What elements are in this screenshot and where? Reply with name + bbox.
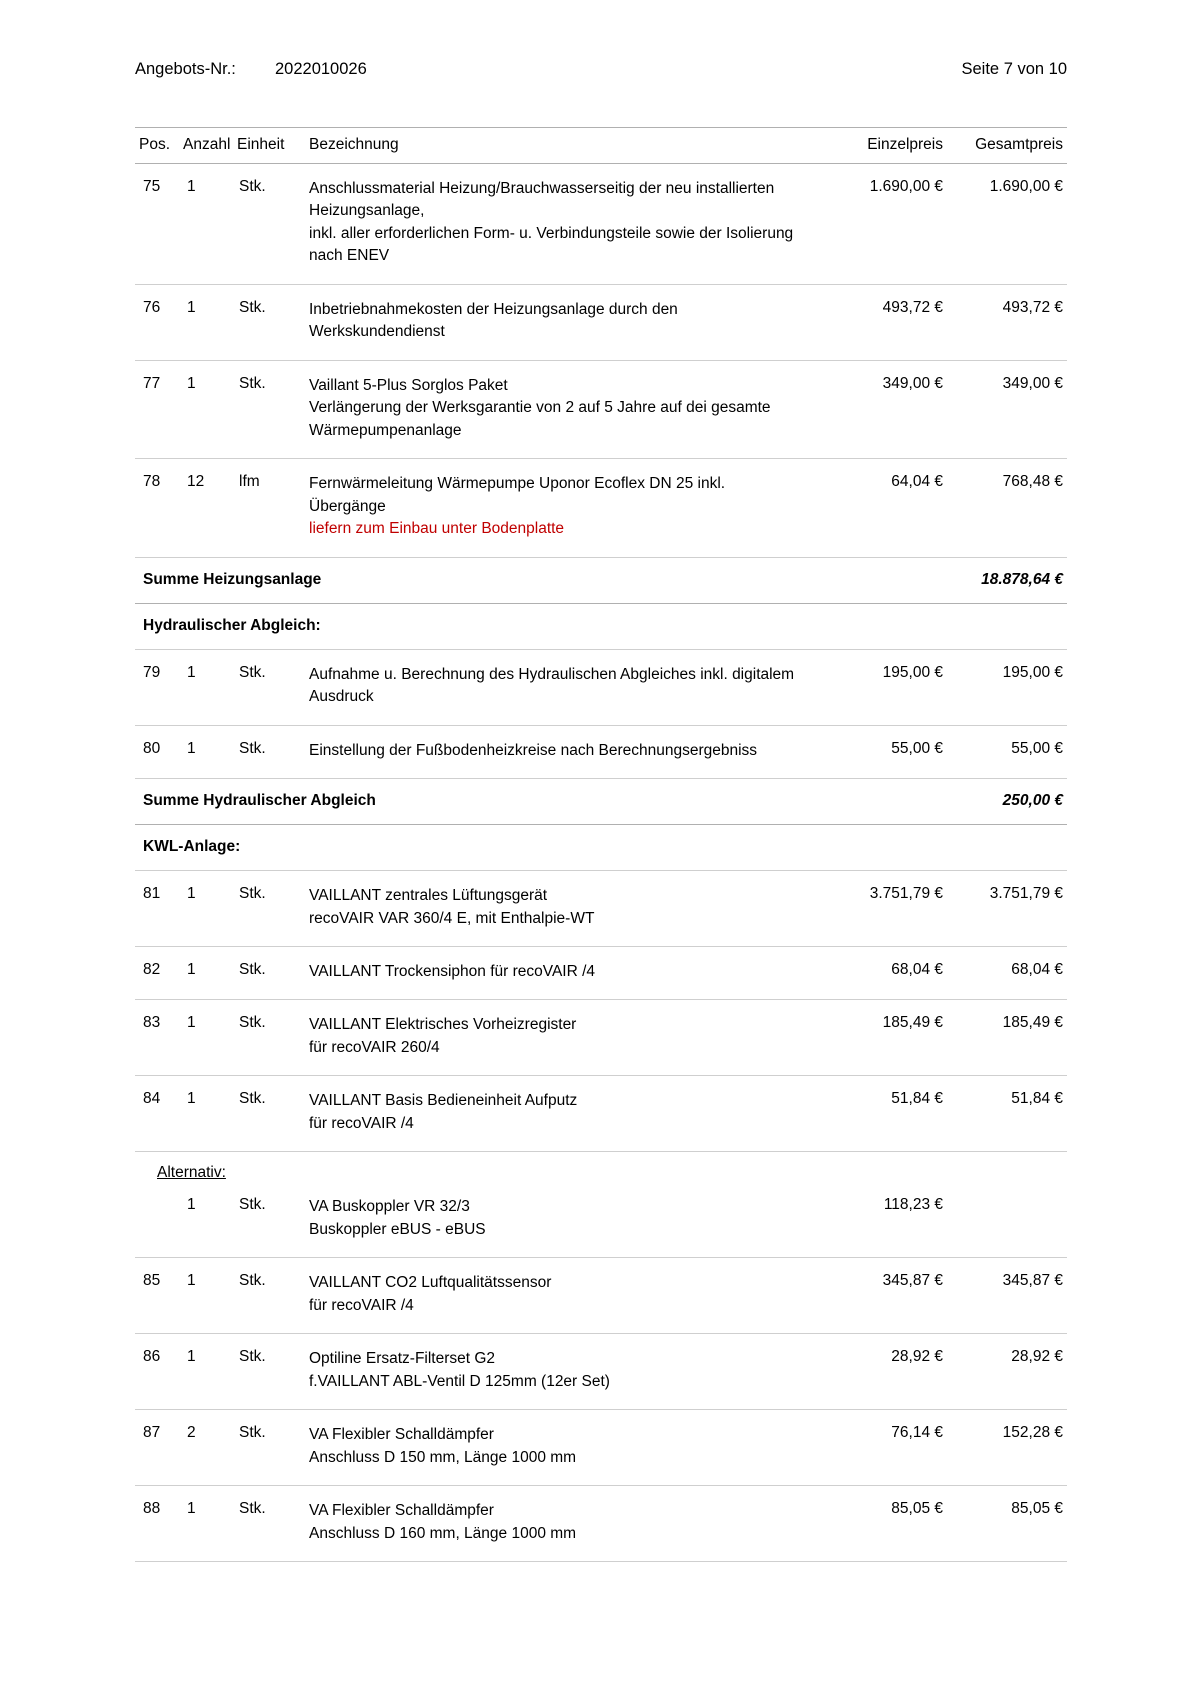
page-header: [135, 60, 1067, 79]
description-line: Ausdruck: [309, 688, 374, 706]
description-line: Wärmepumpenanlage: [309, 421, 462, 439]
summary-value: 18.878,64 €: [831, 557, 1067, 603]
cell-gesamtpreis: 349,00 €: [949, 360, 1067, 458]
cell-anzahl: 1: [183, 1000, 237, 1076]
cell-gesamtpreis: 152,28 €: [949, 1410, 1067, 1486]
cell-einzelpreis: 345,87 €: [831, 1258, 949, 1334]
cell-einzelpreis: 493,72 €: [831, 284, 949, 360]
alternative-label-row: [135, 1152, 1067, 1183]
description-line: Fernwärmeleitung Wärmepumpe Uponor Ecoflex DN 25 inkl.: [309, 475, 726, 493]
cell-einheit: Stk.: [237, 871, 297, 947]
group-heading-label: KWL-Anlage:: [135, 825, 1067, 871]
cell-bezeichnung: [297, 1410, 831, 1486]
table-row: [135, 1334, 1067, 1410]
cell-gesamtpreis: 68,04 €: [949, 946, 1067, 999]
description-line: Vaillant 5-Plus Sorglos Paket: [309, 376, 508, 394]
description-line: für recoVAIR 260/4: [309, 1038, 440, 1056]
cell-pos: 88: [135, 1486, 183, 1562]
description-line: VAILLANT CO2 Luftqualitätssensor: [309, 1274, 552, 1292]
summary-row: [135, 779, 1067, 825]
summary-label: Summe Hydraulischer Abgleich: [135, 779, 831, 825]
table-row: [135, 164, 1067, 285]
cell-bezeichnung: [297, 164, 831, 285]
cell-gesamtpreis: 55,00 €: [949, 725, 1067, 778]
table-row: [135, 725, 1067, 778]
alternative-label: Alternativ:: [157, 1164, 226, 1182]
description-line: Heizungsanlage,: [309, 202, 425, 220]
cell-bezeichnung: [297, 1182, 831, 1257]
cell-bezeichnung: [297, 1076, 831, 1152]
cell-gesamtpreis: 768,48 €: [949, 459, 1067, 557]
cell-einzelpreis: 51,84 €: [831, 1076, 949, 1152]
cell-einzelpreis: 118,23 €: [831, 1182, 949, 1257]
cell-anzahl: 1: [183, 1258, 237, 1334]
description-line: Optiline Ersatz-Filterset G2: [309, 1350, 496, 1368]
table-row: [135, 1258, 1067, 1334]
table-body: [135, 164, 1067, 1562]
cell-pos: 85: [135, 1258, 183, 1334]
cell-bezeichnung: [297, 459, 831, 557]
description-line: für recoVAIR /4: [309, 1114, 414, 1132]
cell-anzahl: 1: [183, 284, 237, 360]
cell-einheit: Stk.: [237, 725, 297, 778]
page-indicator: Seite 7 von 10: [961, 60, 1067, 78]
summary-value: 250,00 €: [831, 779, 1067, 825]
cell-anzahl: 1: [183, 164, 237, 285]
table-row: [135, 871, 1067, 947]
cell-pos: 75: [135, 164, 183, 285]
cell-pos: 82: [135, 946, 183, 999]
cell-einzelpreis: 1.690,00 €: [831, 164, 949, 285]
table-row: [135, 1076, 1067, 1152]
cell-einzelpreis: 3.751,79 €: [831, 871, 949, 947]
column-header-anzahl: Anzahl: [183, 128, 237, 164]
cell-anzahl: 1: [183, 1076, 237, 1152]
cell-anzahl: 1: [183, 1486, 237, 1562]
column-header-pos: Pos.: [135, 128, 183, 164]
cell-bezeichnung: [297, 284, 831, 360]
column-header-gesamtpreis: Gesamtpreis: [949, 128, 1067, 164]
group-heading-label: Hydraulischer Abgleich:: [135, 603, 1067, 649]
table-row: [135, 1410, 1067, 1486]
description-line: Anschluss D 150 mm, Länge 1000 mm: [309, 1448, 577, 1466]
cell-gesamtpreis: 28,92 €: [949, 1334, 1067, 1410]
table-header: [135, 128, 1067, 164]
table-row: [135, 1000, 1067, 1076]
group-heading-row: [135, 825, 1067, 871]
description-line: Anschlussmaterial Heizung/Brauchwasserseitig der neu installierten: [309, 180, 775, 197]
cell-einzelpreis: 349,00 €: [831, 360, 949, 458]
cell-bezeichnung: [297, 1258, 831, 1334]
cell-pos: 79: [135, 649, 183, 725]
table-row: [135, 1182, 1067, 1257]
cell-pos: 77: [135, 360, 183, 458]
cell-gesamtpreis: 51,84 €: [949, 1076, 1067, 1152]
cell-gesamtpreis: 85,05 €: [949, 1486, 1067, 1562]
cell-pos: 78: [135, 459, 183, 557]
description-line: VAILLANT Trockensiphon für recoVAIR /4: [309, 962, 596, 980]
cell-einzelpreis: 85,05 €: [831, 1486, 949, 1562]
description-line: f.VAILLANT ABL-Ventil D 125mm (12er Set): [309, 1372, 610, 1390]
cell-einheit: Stk.: [237, 1410, 297, 1486]
cell-gesamtpreis: 195,00 €: [949, 649, 1067, 725]
description-line: VAILLANT zentrales Lüftungsgerät: [309, 887, 548, 905]
cell-gesamtpreis: 1.690,00 €: [949, 164, 1067, 285]
description-line: VA Buskoppler VR 32/3: [309, 1198, 470, 1216]
cell-anzahl: 1: [183, 871, 237, 947]
cell-bezeichnung: [297, 649, 831, 725]
cell-einzelpreis: 55,00 €: [831, 725, 949, 778]
description-line: recoVAIR VAR 360/4 E, mit Enthalpie-WT: [309, 909, 595, 927]
description-line: VA Flexibler Schalldämpfer: [309, 1426, 494, 1444]
description-line: Buskoppler eBUS - eBUS: [309, 1220, 486, 1238]
offer-number-label: Angebots-Nr.:: [135, 60, 236, 78]
description-line: VAILLANT Elektrisches Vorheizregister: [309, 1016, 577, 1034]
cell-bezeichnung: [297, 725, 831, 778]
cell-pos: 86: [135, 1334, 183, 1410]
description-line: VA Flexibler Schalldämpfer: [309, 1502, 494, 1520]
cell-einheit: Stk.: [237, 1486, 297, 1562]
cell-einheit: Stk.: [237, 649, 297, 725]
table-header-row: [135, 128, 1067, 164]
cell-pos: 80: [135, 725, 183, 778]
cell-einheit: lfm: [237, 459, 297, 557]
offer-number-block: [135, 60, 367, 79]
description-line: Aufnahme u. Berechnung des Hydraulischen Abgleiches inkl. digitalem: [309, 665, 795, 683]
column-header-einzelpreis: Einzelpreis: [831, 128, 949, 164]
cell-einzelpreis: 76,14 €: [831, 1410, 949, 1486]
cell-anzahl: 1: [183, 725, 237, 778]
cell-einzelpreis: 28,92 €: [831, 1334, 949, 1410]
cell-anzahl: 1: [183, 649, 237, 725]
cell-einzelpreis: 68,04 €: [831, 946, 949, 999]
cell-gesamtpreis: 3.751,79 €: [949, 871, 1067, 947]
table-row: [135, 284, 1067, 360]
table-row: [135, 946, 1067, 999]
summary-row: [135, 557, 1067, 603]
description-line: nach ENEV: [309, 247, 390, 265]
cell-einzelpreis: 185,49 €: [831, 1000, 949, 1076]
description-line: Inbetriebnahmekosten der Heizungsanlage durch den: [309, 300, 678, 318]
cell-einheit: Stk.: [237, 1000, 297, 1076]
cell-gesamtpreis: 185,49 €: [949, 1000, 1067, 1076]
cell-einheit: Stk.: [237, 1076, 297, 1152]
cell-pos: 83: [135, 1000, 183, 1076]
description-line: Verlängerung der Werksgarantie von 2 auf 5 Jahre auf dei gesamte: [309, 399, 771, 417]
cell-anzahl: 1: [183, 360, 237, 458]
alternative-label-cell: [135, 1152, 1067, 1183]
cell-bezeichnung: [297, 1334, 831, 1410]
table-row: [135, 649, 1067, 725]
description-note: liefern zum Einbau unter Bodenplatte: [309, 520, 565, 538]
cell-einheit: Stk.: [237, 1258, 297, 1334]
description-line: Übergänge: [309, 497, 386, 515]
cell-einheit: Stk.: [237, 1334, 297, 1410]
cell-pos: 81: [135, 871, 183, 947]
cell-einheit: Stk.: [237, 164, 297, 285]
description-line: VAILLANT Basis Bedieneinheit Aufputz: [309, 1092, 578, 1110]
cell-anzahl: 1: [183, 1334, 237, 1410]
cell-bezeichnung: [297, 1486, 831, 1562]
cell-einzelpreis: 195,00 €: [831, 649, 949, 725]
description-line: Einstellung der Fußbodenheizkreise nach Berechnungsergebniss: [309, 741, 758, 759]
cell-pos: 76: [135, 284, 183, 360]
cell-bezeichnung: [297, 871, 831, 947]
group-heading-row: [135, 603, 1067, 649]
column-header-einheit: Einheit: [237, 128, 297, 164]
cell-gesamtpreis: 493,72 €: [949, 284, 1067, 360]
summary-label: Summe Heizungsanlage: [135, 557, 831, 603]
table-row: [135, 1486, 1067, 1562]
cell-einheit: Stk.: [237, 360, 297, 458]
description-line: Anschluss D 160 mm, Länge 1000 mm: [309, 1524, 577, 1542]
cell-anzahl: 2: [183, 1410, 237, 1486]
description-line: für recoVAIR /4: [309, 1296, 414, 1314]
cell-anzahl: 12: [183, 459, 237, 557]
cell-gesamtpreis: 345,87 €: [949, 1258, 1067, 1334]
description-line: inkl. aller erforderlichen Form- u. Verbindungsteile sowie der Isolierung: [309, 224, 794, 242]
description-line: Werkskundendienst: [309, 323, 445, 341]
offer-number-value: 2022010026: [275, 60, 367, 78]
cell-anzahl: 1: [183, 1182, 237, 1257]
cell-einheit: Stk.: [237, 284, 297, 360]
cell-pos: 84: [135, 1076, 183, 1152]
cell-bezeichnung: [297, 360, 831, 458]
table-row: [135, 459, 1067, 557]
cell-anzahl: 1: [183, 946, 237, 999]
cell-einzelpreis: 64,04 €: [831, 459, 949, 557]
cell-bezeichnung: [297, 946, 831, 999]
positions-table: [135, 127, 1067, 1562]
cell-pos: [135, 1182, 183, 1257]
cell-gesamtpreis: [949, 1182, 1067, 1257]
cell-pos: 87: [135, 1410, 183, 1486]
cell-einheit: Stk.: [237, 1182, 297, 1257]
cell-einheit: Stk.: [237, 946, 297, 999]
column-header-bezeichnung: Bezeichnung: [297, 128, 831, 164]
table-row: [135, 360, 1067, 458]
cell-bezeichnung: [297, 1000, 831, 1076]
